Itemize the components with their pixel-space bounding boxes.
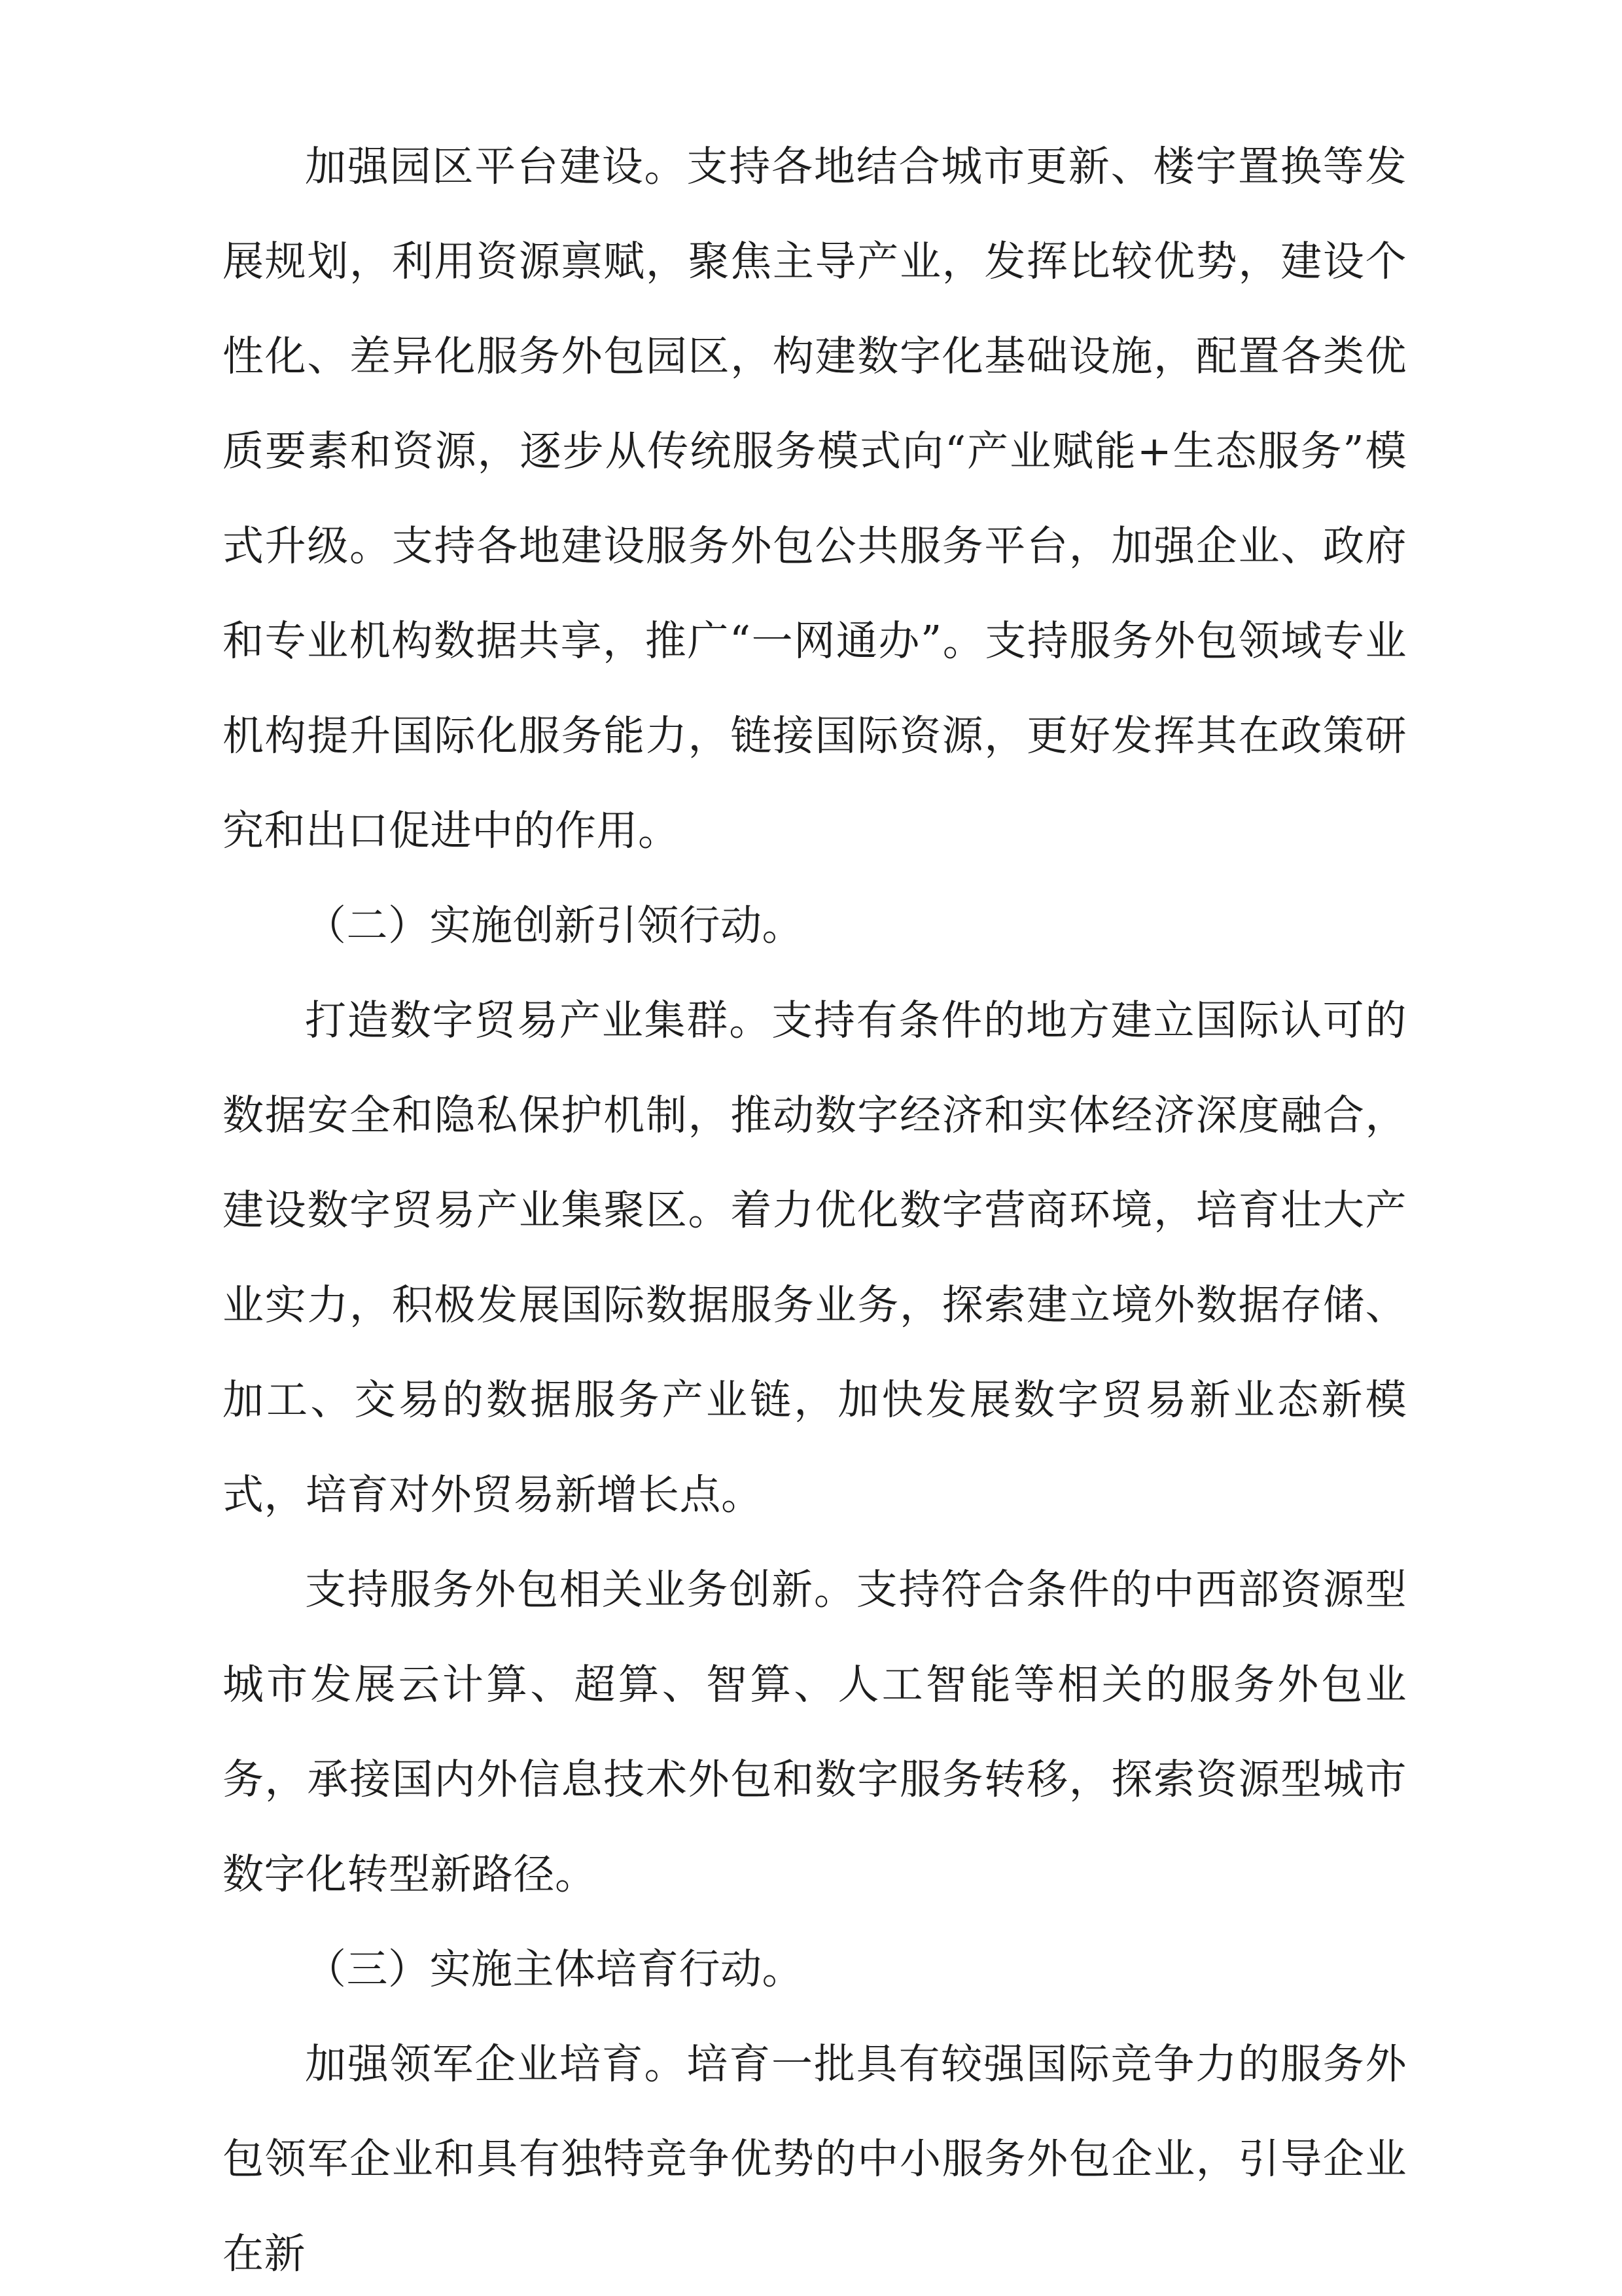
section-heading: （三）实施主体培育行动。 <box>305 1945 803 1993</box>
section-heading: （二）实施创新引领行动。 <box>305 902 803 949</box>
body-paragraph: 支持服务外包相关业务创新。支持符合条件的中西部资源型城市发展云计算、超算、智算、人工智能等相关的服务外包业务，承接国内外信息技术外包和数字服务转移，探索资源型城市数字化转型新路径。 <box>222 1566 1407 1898</box>
body-paragraph: 加强领军企业培育。培育一批具有较强国际竞争力的服务外包领军企业和具有独特竞争优势的中小服务外包企业，引导企业在新 <box>222 2040 1407 2278</box>
body-paragraph: 打造数字贸易产业集群。支持有条件的地方建立国际认可的数据安全和隐私保护机制，推动数字经济和实体经济深度融合，建设数字贸易产业集聚区。着力优化数字营商环境，培育壮大产业实力，积极发展国际数据服务业务，探索建立境外数据存储、加工、交易的数据服务产业链，加快发展数字贸易新业态新模式，培育对外贸易新增长点。 <box>222 997 1407 1519</box>
body-paragraph: 加强园区平台建设。支持各地结合城市更新、楼宇置换等发展规划，利用资源禀赋，聚焦主导产业，发挥比较优势，建设个性化、差异化服务外包园区，构建数字化基础设施，配置各类优质要素和资源，逐步从传统服务模式向“产业赋能+生态服务”模式升级。支持各地建设服务外包公共服务平台，加强企业、政府和专业机构数据共享，推广“一网通办”。支持服务外包领域专业机构提升国际化服务能力，链接国际资源，更好发挥其在政策研究和出口促进中的作用。 <box>222 143 1407 855</box>
text-block <box>222 119 1407 2296</box>
